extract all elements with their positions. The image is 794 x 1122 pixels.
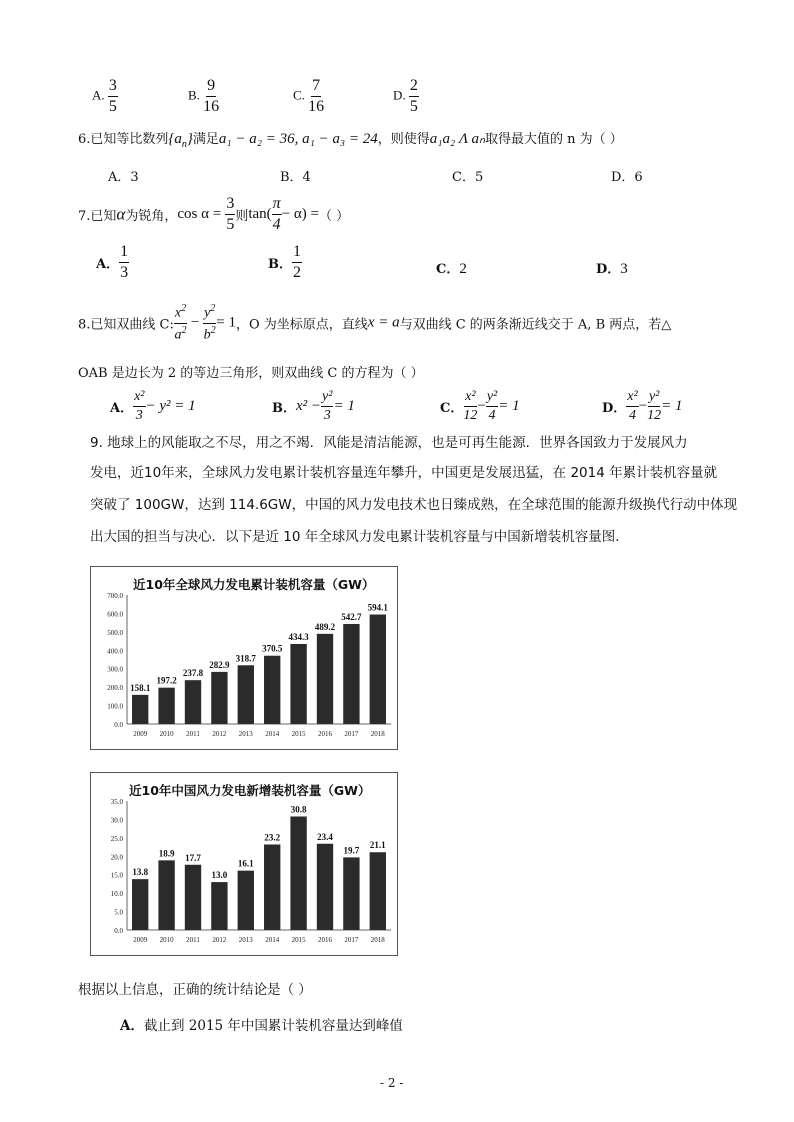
option-label: A．	[110, 401, 134, 416]
x-tick-label: 2013	[238, 730, 253, 738]
bar	[343, 857, 359, 930]
numerator: 1	[119, 244, 129, 263]
fraction	[626, 390, 638, 423]
y-tick-label: 25.0	[110, 834, 123, 843]
option-label: A.	[92, 87, 105, 103]
data-label: 370.5	[262, 643, 283, 654]
q7-tan-end: − α) =	[281, 206, 319, 222]
q6-option-d: D．6	[611, 170, 643, 185]
option-label: A．	[96, 257, 120, 272]
option-pre: x² −	[296, 398, 322, 414]
denominator: 3	[120, 264, 129, 281]
bar	[343, 624, 359, 724]
denominator: 3	[323, 408, 331, 423]
denominator: 5	[409, 98, 418, 115]
y-tick-label: 700.0	[107, 592, 123, 600]
data-label: 542.7	[341, 611, 362, 622]
q7-alpha: α	[116, 204, 126, 224]
option-value: 3	[620, 261, 628, 277]
china-new-capacity-plot	[91, 773, 397, 955]
q8-stem	[78, 304, 671, 342]
y-tick-label: 600.0	[107, 610, 123, 619]
bar	[290, 816, 306, 930]
data-label: 434.3	[288, 631, 309, 642]
numerator: x²	[133, 390, 145, 407]
option-label: D．	[602, 401, 627, 416]
bar	[158, 688, 174, 724]
x-tick-label: 2015	[291, 730, 306, 738]
data-label: 18.9	[158, 848, 175, 859]
data-label: 489.2	[314, 621, 336, 632]
bar	[238, 871, 254, 930]
denominator: 12	[463, 408, 478, 423]
bar	[264, 656, 280, 724]
fraction	[463, 390, 477, 423]
denominator: 4	[628, 408, 636, 423]
q6-seq-sub: n	[181, 139, 187, 150]
denominator: 16	[203, 98, 220, 115]
numerator: 3	[225, 196, 235, 215]
numerator: 7	[311, 78, 321, 97]
data-label: 13.0	[211, 870, 228, 881]
data-label: 13.8	[132, 867, 149, 878]
y-tick-label: 400.0	[107, 647, 123, 656]
numerator: x²	[626, 390, 638, 407]
data-label: 237.8	[182, 668, 204, 679]
x-tick-label: 2018	[370, 730, 385, 738]
y-tick-label: 300.0	[107, 665, 123, 674]
q5-option-d	[393, 78, 419, 115]
data-label: 21.1	[369, 840, 386, 851]
bar	[370, 615, 386, 724]
denominator: 4	[272, 216, 281, 233]
data-label: 158.1	[130, 682, 151, 693]
q8-x-fraction: $\frac{x^2}{a^2}$	[174, 303, 187, 343]
y-tick-label: 15.0	[110, 871, 123, 880]
bar	[132, 695, 148, 724]
q8-option-d	[602, 390, 683, 423]
fraction	[203, 78, 219, 115]
data-label: 30.8	[290, 804, 307, 815]
minus-sign: −	[638, 398, 648, 414]
q6-suffix: 取得最大值的 n 为（ ）	[485, 132, 623, 147]
option-expr: = 1	[333, 398, 355, 414]
q6-mid: 满足	[192, 132, 219, 147]
option-label: C．	[436, 262, 460, 277]
numerator: 2	[409, 78, 419, 97]
q7-then: 则	[235, 209, 249, 224]
q7-prefix: 7.已知	[78, 209, 117, 224]
q7-tan-fraction	[272, 196, 282, 233]
fraction	[409, 78, 419, 115]
q6-option-a: A．3	[108, 170, 139, 185]
denominator: 5	[108, 98, 117, 115]
data-label: 594.1	[367, 602, 388, 613]
data-label: 23.4	[317, 831, 333, 842]
q6-condition: a₁ − a₂ = 36, a₁ − a₃ = 24	[218, 131, 378, 147]
denominator: 16	[308, 98, 325, 115]
y-tick-label: 35.0	[110, 798, 123, 806]
q7-option-a	[96, 244, 129, 281]
q6-option-b: B．4	[280, 170, 311, 185]
option-expr: = 1	[498, 398, 520, 414]
fraction	[321, 390, 333, 423]
global-capacity-plot	[91, 567, 397, 749]
fraction	[308, 78, 324, 115]
q8-rest: 与双曲线 C 的两条渐近线交于 A, B 两点，若△	[399, 317, 672, 333]
y-tick-label: 10.0	[110, 890, 123, 899]
q7-option-c	[436, 258, 467, 278]
numerator: y²	[321, 390, 333, 407]
data-label: 282.9	[209, 659, 230, 670]
option-label: B.	[188, 87, 200, 103]
data-label: 17.7	[185, 852, 201, 863]
chart-title: 近10年全球风力发电累计装机容量（GW）	[133, 577, 375, 592]
q6-stem	[78, 128, 623, 150]
q8-option-c	[440, 390, 520, 423]
option-value: 2	[459, 261, 467, 277]
q9-conclusion: 根据以上信息，正确的统计结论是（ ）	[78, 982, 312, 998]
q7-cos: cos α =	[177, 206, 222, 222]
denominator: 4	[488, 408, 496, 423]
china-new-capacity-chart	[90, 772, 398, 956]
x-tick-label: 2017	[344, 730, 359, 738]
data-label: 16.1	[237, 858, 254, 869]
bar	[185, 680, 201, 724]
q9-line-2: 发电，近10年来，全球风力发电累计装机容量连年攀升，中国更是发展迅猛，在 2014 年累计装机容量就	[90, 465, 718, 481]
q7-mid: 为锐角，	[125, 209, 178, 224]
x-tick-label: 2015	[291, 936, 306, 944]
q8-y-fraction: $\frac{y^2}{b^2}$	[203, 303, 216, 343]
option-label: B．	[272, 401, 296, 416]
bar	[211, 882, 227, 930]
y-tick-label: 30.0	[110, 816, 123, 825]
q5-option-b	[188, 78, 219, 115]
y-tick-label: 100.0	[107, 702, 123, 711]
q8-prefix: 8.已知双曲线 C:	[78, 317, 174, 333]
x-tick-label: 2012	[212, 730, 227, 738]
denominator: 12	[647, 408, 662, 423]
q9-line-1: 9. 地球上的风能取之不尽，用之不竭．风能是清洁能源，也是可再生能源．世界各国致力于发展风力	[90, 435, 688, 451]
bar	[132, 879, 148, 930]
x-tick-label: 2010	[159, 936, 174, 944]
x-tick-label: 2011	[186, 936, 200, 944]
y-tick-label: 200.0	[107, 684, 123, 693]
page-number: - 2 -	[380, 1076, 404, 1090]
numerator: y²	[648, 390, 660, 407]
global-capacity-chart	[90, 566, 398, 750]
x-tick-label: 2014	[265, 730, 280, 738]
q8-mid: ，O 为坐标原点，直线	[236, 317, 368, 333]
x-tick-label: 2011	[186, 730, 200, 738]
x-tick-label: 2012	[212, 936, 227, 944]
q9-line-4: 出大国的担当与决心．以下是近 10 年全球风力发电累计装机容量与中国新增装机容量图．	[90, 529, 629, 545]
bar	[211, 672, 227, 724]
bar	[185, 865, 201, 930]
x-tick-label: 2018	[370, 936, 385, 944]
bar	[317, 844, 333, 930]
denominator: 5	[226, 216, 235, 233]
option-label: B．	[268, 257, 292, 272]
data-label: 23.2	[264, 832, 281, 843]
numerator: 9	[206, 78, 216, 97]
option-label: D．	[596, 262, 621, 277]
option-label: C．	[440, 401, 464, 416]
fraction	[292, 244, 302, 281]
q6-option-c: C．5	[452, 170, 484, 185]
denominator: 2	[293, 264, 301, 281]
option-text: 截止到 2015 年中国累计装机容量达到峰值	[143, 1018, 403, 1034]
q6-mid2: ，则使得	[377, 132, 430, 147]
y-tick-label: 20.0	[110, 853, 123, 862]
bar	[264, 844, 280, 930]
q6-prefix: 6.已知等比数列	[78, 132, 169, 147]
x-tick-label: 2016	[318, 730, 332, 738]
x-tick-label: 2009	[133, 730, 148, 738]
q7-tan: tan(	[248, 206, 272, 222]
y-tick-label: 0.0	[114, 721, 123, 729]
bar	[317, 634, 333, 724]
option-label: A．	[120, 1018, 144, 1034]
numerator: y²	[486, 390, 498, 407]
q7-suffix: （ ）	[318, 209, 350, 224]
q9-line-3: 突破了 100GW，达到 114.6GW，中国的风力发电技术也日臻成熟，在全球范围的能源升级换代行动中体现	[90, 497, 738, 513]
q9-option-a	[120, 1014, 403, 1034]
q6-seq-open: {a	[168, 131, 182, 147]
option-label: D.	[393, 87, 406, 103]
q6-product: a₁a₂ Λ aₙ	[429, 131, 485, 147]
q6-seq-close: }	[186, 131, 193, 147]
minus-sign: −	[187, 314, 204, 331]
x-tick-label: 2017	[344, 936, 359, 944]
q7-stem	[78, 196, 349, 233]
q8-option-b	[272, 390, 355, 423]
q8-option-a	[110, 390, 196, 423]
option-expr: − y² = 1	[145, 398, 196, 414]
minus-sign: −	[477, 398, 486, 414]
bar	[238, 665, 254, 724]
q8-equals: = 1	[216, 314, 236, 331]
y-tick-label: 500.0	[107, 628, 123, 637]
x-tick-label: 2009	[133, 936, 148, 944]
fraction	[486, 390, 498, 423]
y-tick-label: 0.0	[114, 927, 123, 935]
numerator: 1	[292, 244, 302, 263]
q6-sequence	[168, 131, 193, 150]
data-label: 318.7	[235, 653, 256, 664]
x-tick-label: 2013	[238, 936, 253, 944]
q7-cos-fraction	[225, 196, 235, 233]
fraction	[119, 244, 129, 281]
data-label: 19.7	[343, 845, 360, 856]
x-tick-label: 2014	[265, 936, 280, 944]
x-tick-label: 2010	[159, 730, 174, 738]
q5-option-a	[92, 78, 118, 115]
q8-line: x = a	[367, 314, 400, 331]
bar	[158, 860, 174, 930]
option-label: C.	[293, 87, 305, 103]
numerator: x²	[464, 390, 476, 407]
numerator: 3	[108, 78, 118, 97]
denominator: 3	[135, 408, 143, 423]
bar	[290, 644, 306, 724]
bar	[370, 852, 386, 930]
q7-option-b	[268, 244, 302, 281]
y-tick-label: 5.0	[114, 908, 123, 917]
fraction	[647, 390, 661, 423]
fraction	[108, 78, 118, 115]
option-expr: = 1	[661, 398, 683, 414]
fraction	[133, 390, 145, 423]
q7-option-d	[596, 258, 628, 278]
x-tick-label: 2016	[318, 936, 332, 944]
q5-option-c	[293, 78, 324, 115]
data-label: 197.2	[156, 675, 177, 686]
chart-title: 近10年中国风力发电新增装机容量（GW）	[129, 783, 371, 798]
q8-line2: OAB 是边长为 2 的等边三角形，则双曲线 C 的方程为（ ）	[78, 366, 424, 381]
numerator: π	[272, 196, 282, 215]
